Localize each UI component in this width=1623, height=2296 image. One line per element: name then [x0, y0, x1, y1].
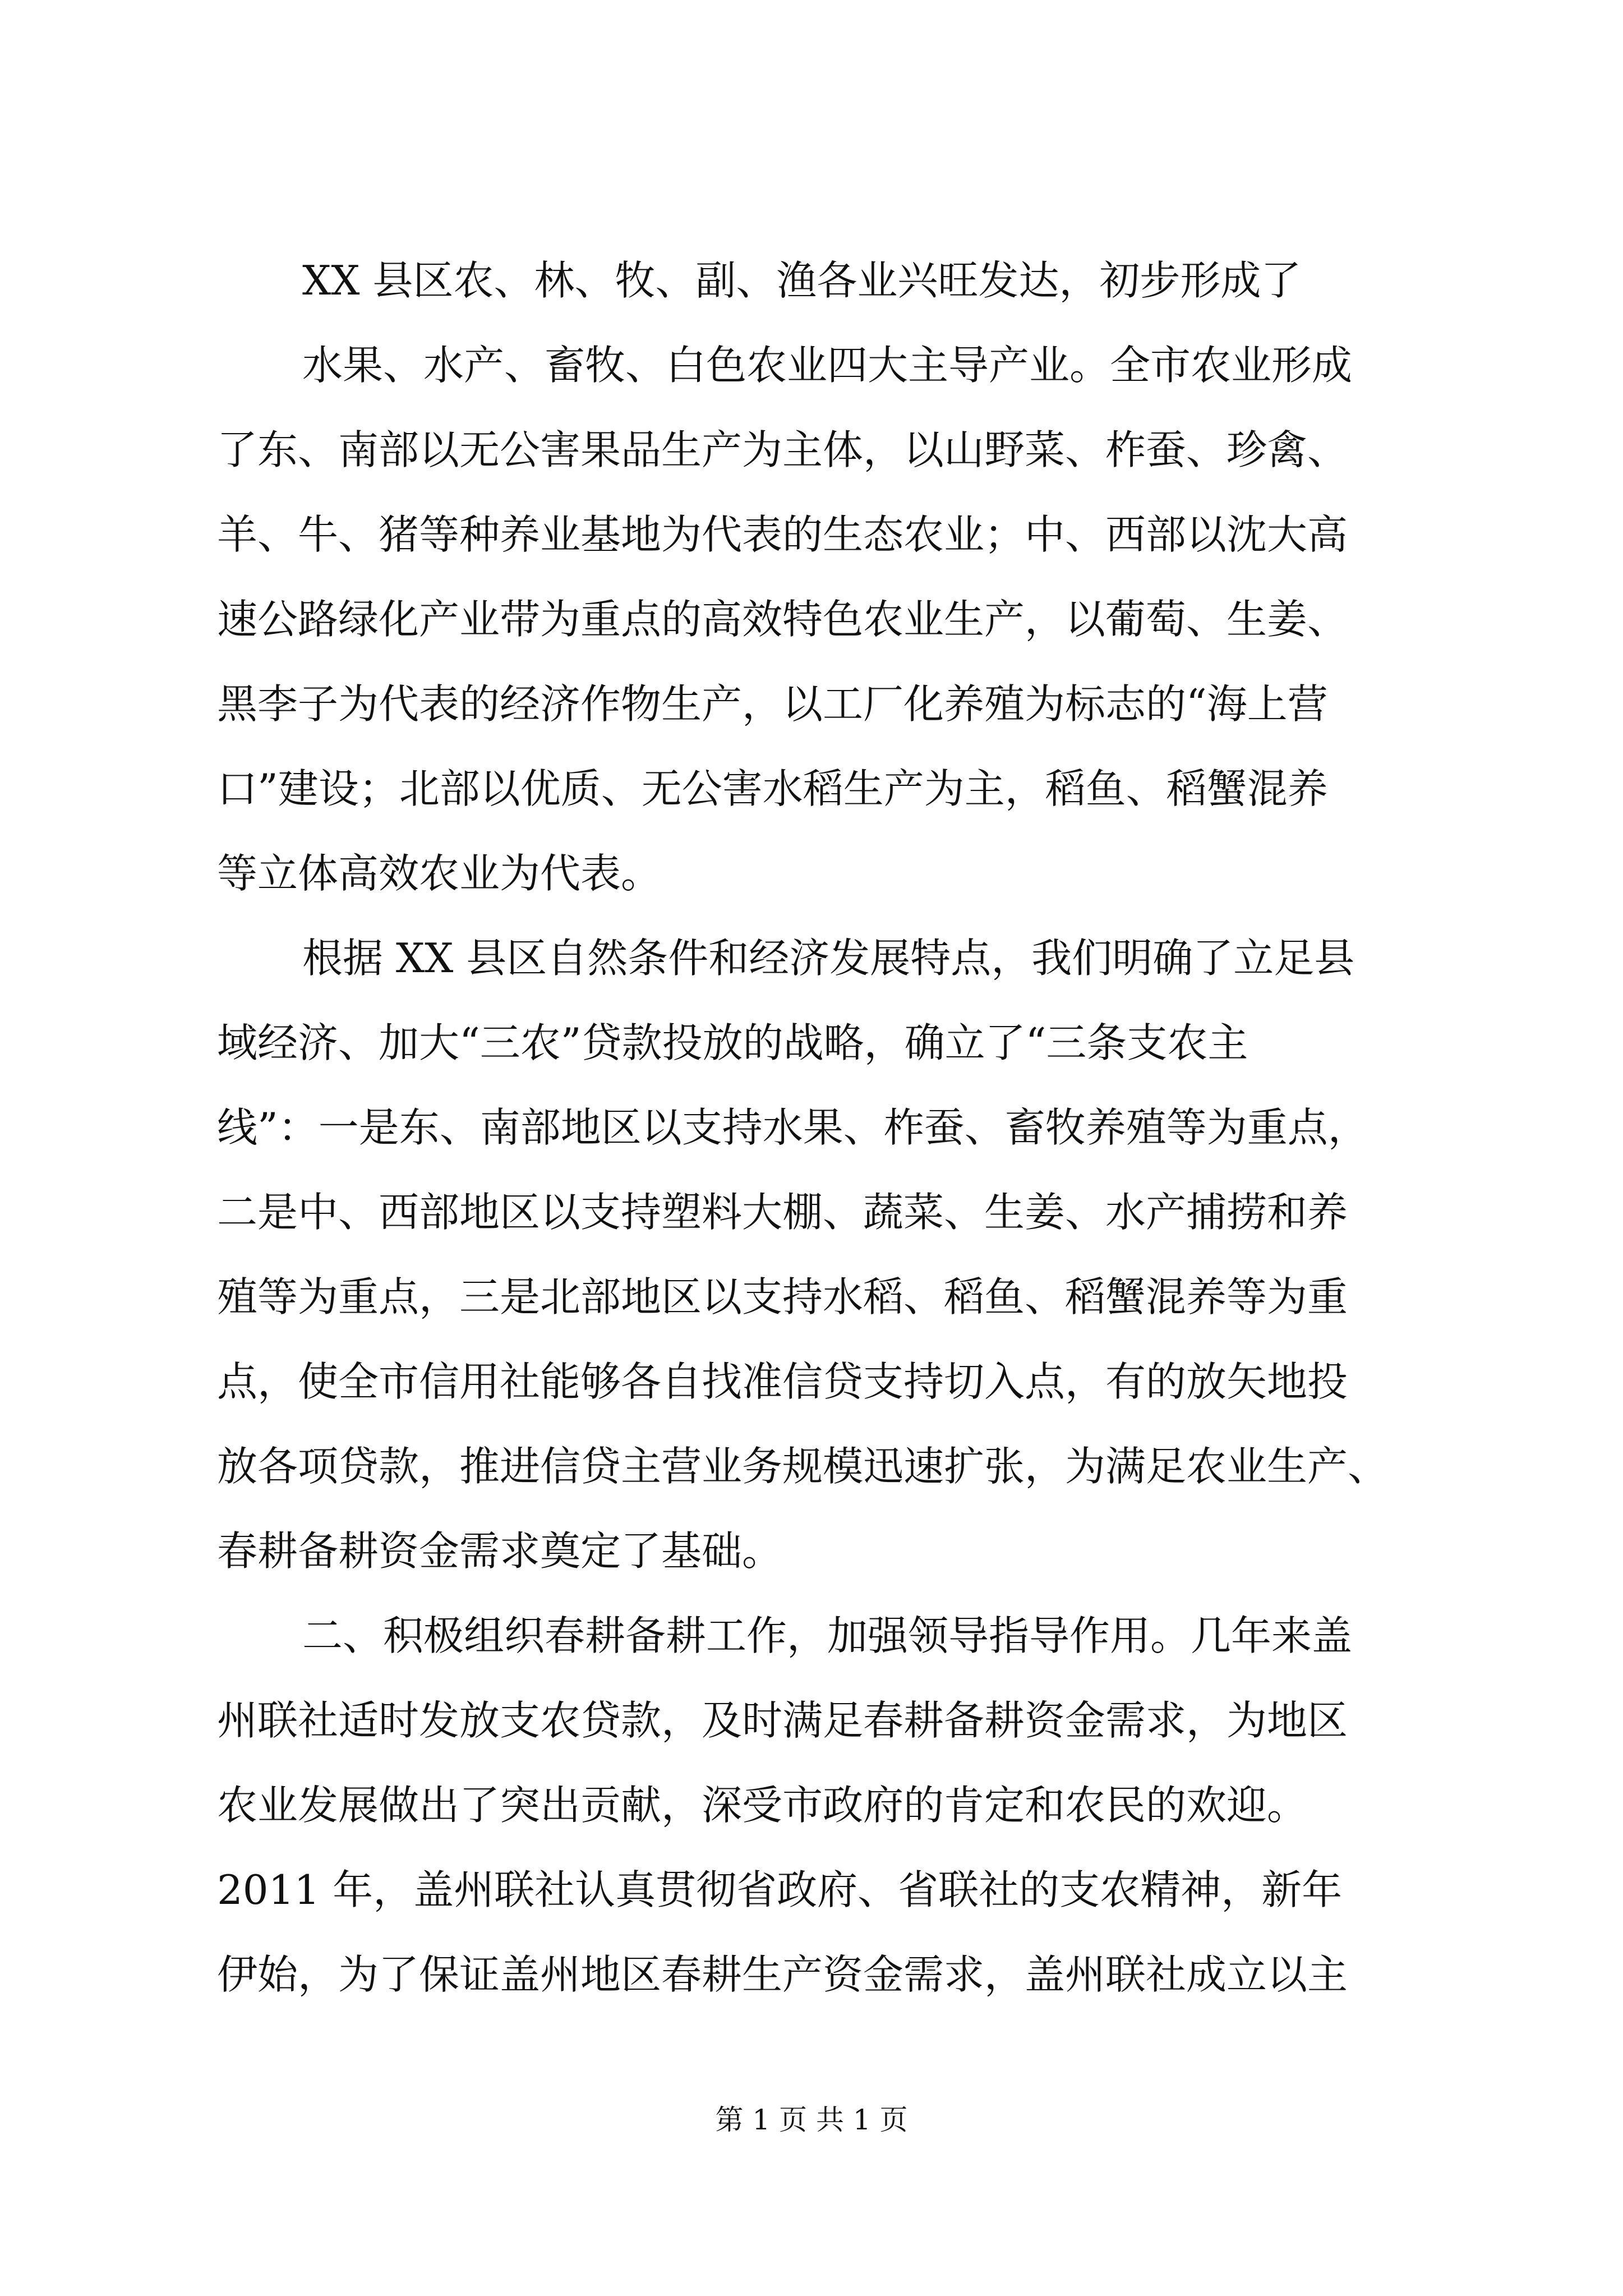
- text-line: 二是中、西部地区以支持塑料大棚、蔬菜、生姜、水产捕捞和养: [217, 1189, 1348, 1236]
- text-line: 州联社适时发放支农贷款，及时满足春耕备耕资金需求，为地区: [217, 1697, 1348, 1744]
- text-line: 2011 年，盖州联社认真贯彻省政府、省联社的支农精神，新年: [217, 1866, 1343, 1913]
- text-line: 放各项贷款，推进信贷主营业务规模迅速扩张，为满足农业生产、: [217, 1443, 1389, 1490]
- page-number-footer: 第 1 页 共 1 页: [715, 2104, 908, 2136]
- text-line: 伊始，为了保证盖州地区春耕生产资金需求，盖州联社成立以主: [217, 1951, 1348, 1998]
- text-line: 水果、水产、畜牧、白色农业四大主导产业。全市农业形成: [302, 342, 1353, 389]
- text-line: 线”：一是东、南部地区以支持水果、柞蚕、畜牧养殖等为重点，: [217, 1104, 1368, 1151]
- text-line: 域经济、加大“三农”贷款投放的战略，确立了“三条支农主: [217, 1019, 1248, 1066]
- text-line: 农业发展做出了突出贡献，深受市政府的肯定和农民的欢迎。: [217, 1782, 1308, 1829]
- text-line: 口”建设；北部以优质、无公害水稻生产为主，稻鱼、稻蟹混养: [217, 765, 1328, 812]
- text-line: 根据 XX 县区自然条件和经济发展特点，我们明确了立足县: [302, 935, 1355, 982]
- text-line: 点，使全市信用社能够各自找准信贷支持切入点，有的放矢地投: [217, 1358, 1348, 1405]
- text-line: 速公路绿化产业带为重点的高效特色农业生产，以葡萄、生姜、: [217, 596, 1348, 643]
- text-line: 春耕备耕资金需求奠定了基础。: [217, 1527, 783, 1575]
- text-line: 二、积极组织春耕备耕工作，加强领导指导作用。几年来盖: [302, 1612, 1353, 1659]
- text-line: 了东、南部以无公害果品生产为主体，以山野菜、柞蚕、珍禽、: [217, 426, 1348, 473]
- text-line: 等立体高效农业为代表。: [217, 850, 662, 897]
- text-line: 羊、牛、猪等种养业基地为代表的生态农业；中、西部以沈大高: [217, 511, 1348, 558]
- text-line: XX 县区农、林、牧、副、渔各业兴旺发达，初步形成了: [302, 257, 1302, 304]
- text-line: 殖等为重点，三是北部地区以支持水稻、稻鱼、稻蟹混养等为重: [217, 1273, 1348, 1320]
- text-line: 黑李子为代表的经济作物生产，以工厂化养殖为标志的“海上营: [217, 680, 1328, 728]
